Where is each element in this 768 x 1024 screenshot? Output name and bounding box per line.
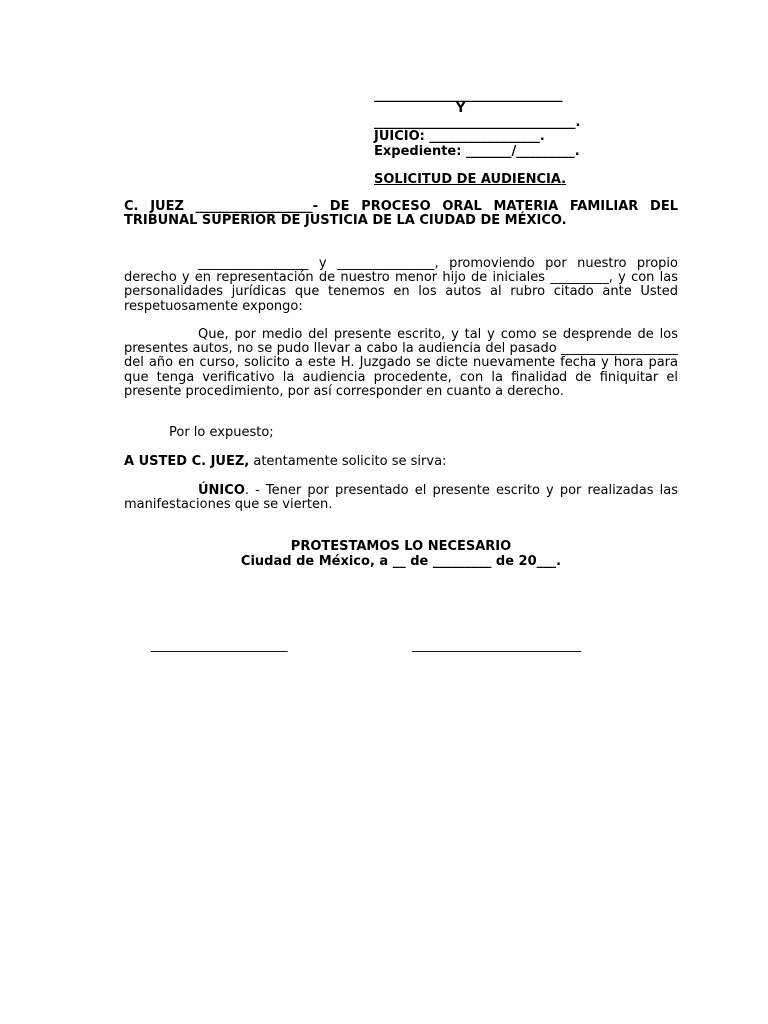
petition-line bbox=[124, 455, 678, 469]
unico-text: . - Tener por presentado el presente escrito y por realizadas las manifestaciones que se vierten. bbox=[124, 483, 678, 513]
petition-addressee: A USTED C. JUEZ, bbox=[124, 454, 250, 469]
signature-line-right: __________________________ bbox=[412, 638, 581, 653]
por-lo-expuesto: Por lo expuesto; bbox=[169, 425, 274, 440]
document-title: SOLICITUD DE AUDIENCIA. bbox=[374, 172, 567, 187]
signature-line-left: _____________________ bbox=[151, 638, 288, 653]
body-paragraph: Que, por medio del presente escrito, y tal y como se desprende de los presentes autos, no se pudo llevar a cabo la audiencia del pasado __________________ del año en curso, solicito a este H. Juzgado se dicte nuevamente fecha y hora para que tenga verificativo la audiencia procedente, con la finalidad de finiquitar el presente procedimiento, por así corresponder en cuanto a derecho. bbox=[124, 327, 678, 399]
protestamos: PROTESTAMOS LO NECESARIO bbox=[290, 539, 512, 554]
unico-paragraph bbox=[124, 484, 678, 512]
party-separator: Y bbox=[456, 101, 466, 116]
intro-paragraph: _________________ y _______________, promoviendo por nuestro propio derecho y en representación de nuestro menor hijo de iniciales _________, y con las personalidades jurídicas que tenemos en los autos al rubro citado ante Usted respetuosamente expongo: bbox=[124, 256, 678, 314]
juicio-line: JUICIO: _________________. bbox=[374, 129, 545, 144]
party-line-2: _______________________________. bbox=[374, 115, 581, 130]
expediente-line: Expediente: _______/_________. bbox=[374, 144, 580, 159]
place-date: Ciudad de México, a __ de _________ de 20___. bbox=[240, 554, 562, 569]
petition-text: atentamente solicito se sirva: bbox=[249, 454, 447, 469]
addressee: C. JUEZ __________________- DE PROCESO ORAL MATERIA FAMILIAR DEL TRIBUNAL SUPERIOR DE JUSTICIA DE LA CIUDAD DE MÉXICO. bbox=[124, 199, 678, 229]
unico-label: ÚNICO bbox=[198, 483, 245, 498]
party-line-1: _____________________________ bbox=[374, 88, 563, 103]
